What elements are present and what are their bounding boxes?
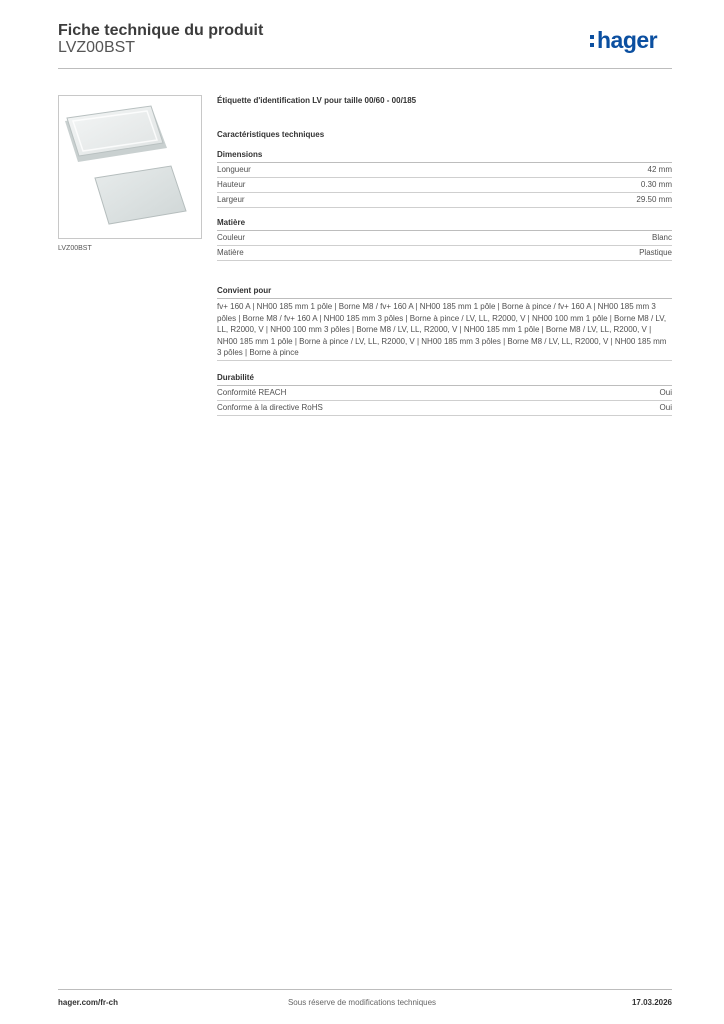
product-image [58, 95, 202, 239]
spec-row [217, 386, 672, 401]
spec-content [217, 94, 672, 416]
spec-value: Oui [659, 387, 672, 397]
spec-value: Blanc [651, 233, 672, 242]
section-title: Matière [217, 216, 672, 231]
section-title: Durabilité [217, 371, 672, 386]
spec-label: Hauteur [217, 180, 246, 189]
footer-divider [58, 989, 672, 990]
spec-row [217, 231, 672, 246]
spec-label: Largeur [217, 195, 245, 204]
spec-value: Oui [659, 402, 672, 412]
spec-row [217, 246, 672, 261]
spec-label: Conforme à la directive RoHS [217, 402, 323, 412]
spec-value: 0.30 mm [640, 180, 672, 189]
image-caption: LVZ00BST [58, 245, 92, 252]
spec-label: Couleur [217, 233, 246, 242]
dimensions-section [217, 148, 672, 208]
spec-row [217, 193, 672, 208]
spec-value: 42 mm [647, 165, 672, 174]
section-title: Dimensions [217, 148, 672, 163]
section-title: Convient pour [217, 284, 672, 299]
spec-row [217, 178, 672, 193]
page-title: Fiche technique du produit [58, 22, 264, 39]
spec-value: Plastique [639, 248, 672, 257]
hager-logo [590, 27, 657, 54]
footer-disclaimer: Sous réserve de modifications techniques [287, 998, 437, 1007]
material-section [217, 216, 672, 261]
characteristics-heading: Caractéristiques techniques [217, 130, 325, 139]
footer-website: hager.com/fr-ch [58, 998, 119, 1007]
footer-date: 17.03.2026 [631, 998, 672, 1007]
spec-row [217, 401, 672, 416]
spec-row [217, 163, 672, 178]
suitable-text: fv+ 160 A | NH00 185 mm 1 pôle | Borne M8 / fv+ 160 A | NH00 185 mm 1 pôle | Borne à pince / fv+ 160 A | NH00 185 mm 3 pôles | Borne M8 / fv+ 160 A | NH00 185 mm 3 pôles | Borne à pince / LV, LL, R2000, V | NH00 100 mm 1 pôle | Borne M8 / LV, LL, R2000, V | NH00 100 mm 3 pôles | Borne M8 / LV, LL, R2000, V | NH00 185 mm 1 pôle | Borne M8 / LV, LL, R2000, V | NH00 185 mm 1 pôle | Borne à pince / LV, LL, R2000, V | NH00 185 mm 3 pôles | Borne M8 / LV, LL, R2000, V | NH00 185 mm 3 pôles | Borne à pince [217, 299, 672, 361]
product-illustration-icon [59, 96, 201, 238]
header-divider [58, 68, 672, 69]
spec-label: Matière [217, 248, 244, 257]
product-description: Étiquette d'identification LV pour taille 00/60 - 00/185 [217, 96, 417, 105]
product-code: LVZ00BST [58, 39, 136, 56]
logo-dots-icon [590, 35, 594, 47]
suitable-section [217, 284, 672, 361]
logo-text: hager [597, 27, 658, 53]
spec-value: 29.50 mm [636, 195, 672, 204]
durability-section [217, 371, 672, 416]
spec-label: Conformité REACH [217, 387, 287, 397]
spec-label: Longueur [217, 165, 251, 174]
